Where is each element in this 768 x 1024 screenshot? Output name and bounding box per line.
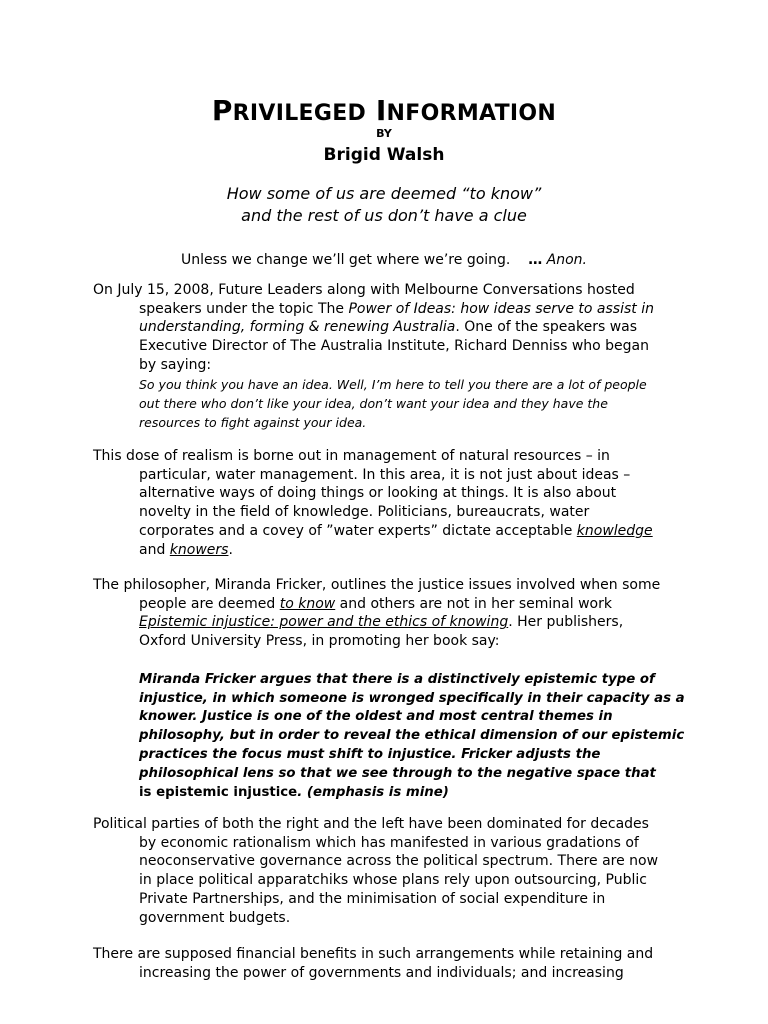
para2-line: [93, 541, 703, 560]
para1-line: by saying:: [139, 356, 212, 373]
epigraph-text: Unless we change we’ll get where we’re going.: [181, 252, 511, 268]
subtitle-line-1: How some of us are deemed “to know”: [226, 184, 542, 203]
para1-line: [93, 300, 703, 319]
speaker-quote-line: resources to fight against your idea.: [139, 414, 367, 430]
para1-italic: understanding, forming & renewing Australia: [139, 319, 456, 336]
paragraph-2: [93, 447, 703, 559]
para1-line: [93, 318, 703, 337]
publisher-quote-line: Miranda Fricker argues that there is a distinctively epistemic type of: [139, 671, 655, 687]
para4-line: by economic rationalism which has manifested in various gradations of: [139, 834, 639, 851]
para1-italic: Power of Ideas: how ideas serve to assist in: [348, 300, 654, 317]
speaker-quote-line: out there who don’t like your idea, don’t want your idea and they have the: [139, 395, 608, 411]
para3-text: . Her publishers,: [508, 614, 624, 631]
title-rest-2: NFORMATION: [386, 101, 557, 126]
para3-line: The philosopher, Miranda Fricker, outlines the justice issues involved when some: [93, 577, 661, 593]
epigraph-ellipsis: …: [528, 252, 543, 268]
para2-line: alternative ways of doing things or looking at things. It is also about: [139, 485, 617, 502]
book-title: Epistemic injustice: power and the ethics of knowing: [139, 614, 509, 631]
para1-line: Executive Director of The Australia Institute, Richard Denniss who began: [139, 338, 650, 355]
para3-text: and others are not in her seminal work: [335, 595, 612, 612]
para5-line: increasing the power of governments and individuals; and increasing: [139, 964, 624, 981]
subtitle-line-2: and the rest of us don’t have a clue: [241, 206, 527, 225]
title-initial-1: P: [211, 94, 233, 127]
para2-line: [93, 522, 703, 541]
emphasis-note: . (emphasis is mine): [297, 784, 449, 800]
para2-text: corporates and a covey of ”water experts” dictate acceptable: [139, 522, 577, 539]
paragraph-1: [93, 281, 703, 432]
para4-line: Political parties of both the right and the left have been dominated for decades: [93, 816, 649, 832]
para4-line: government budgets.: [139, 909, 291, 926]
para2-line: particular, water management. In this area, it is not just about ideas –: [139, 466, 631, 483]
para2-line: This dose of realism is borne out in management of natural resources – in: [93, 448, 610, 464]
title-rest-1: RIVILEGED: [232, 101, 367, 126]
para3-underlined: to know: [279, 595, 336, 612]
para4-line: neoconservative governance across the political spectrum. There are now: [139, 853, 659, 870]
para3-line: [93, 595, 703, 614]
emphasis-term: is epistemic injustice: [139, 784, 298, 800]
title-initial-2: I: [375, 94, 387, 127]
document-title: [0, 94, 768, 131]
para3-line: Oxford University Press, in promoting her book say:: [139, 633, 500, 650]
publisher-quote-line: philosophical lens so that we see through to the negative space that: [139, 765, 656, 781]
publisher-quote-line: practices the focus must shift to injustice. Fricker adjusts the: [139, 747, 601, 762]
para2-text: .: [228, 541, 233, 558]
para1-line: On July 15, 2008, Future Leaders along with Melbourne Conversations hosted: [93, 282, 635, 298]
para3-text: people are deemed: [139, 595, 280, 612]
byline-by: BY: [376, 127, 392, 140]
paragraph-3: [93, 576, 703, 802]
paragraph-4: [93, 815, 703, 927]
para1-text: speakers under the topic The: [139, 300, 349, 317]
para4-line: Private Partnerships, and the minimisation of social expenditure in: [139, 890, 606, 907]
para2-text: and: [139, 541, 170, 558]
publisher-quote-line: philosophy, but in order to reveal the ethical dimension of our epistemic: [139, 728, 685, 744]
publisher-quote-line: [93, 784, 703, 803]
author-name: Brigid Walsh: [323, 145, 445, 165]
para1-text: . One of the speakers was: [455, 319, 638, 336]
publisher-quote-line: injustice, in which someone is wronged specifically in their capacity as a: [139, 690, 685, 706]
para2-underlined: knowledge: [576, 522, 653, 539]
para3-line: [93, 613, 703, 632]
epigraph: [0, 250, 768, 270]
para5-line: There are supposed financial benefits in such arrangements while retaining and: [93, 946, 654, 962]
epigraph-attribution: Anon.: [546, 252, 587, 268]
subtitle: [0, 183, 768, 227]
speaker-quote-line: So you think you have an idea. Well, I’m here to tell you there are a lot of people: [139, 376, 647, 392]
paragraph-5: [93, 945, 703, 982]
para4-line: in place political apparatchiks whose plans rely upon outsourcing, Public: [139, 872, 647, 889]
para2-line: novelty in the field of knowledge. Politicians, bureaucrats, water: [139, 504, 590, 521]
para2-underlined: knowers: [169, 541, 229, 558]
publisher-quote-line: knower. Justice is one of the oldest and most central themes in: [139, 709, 613, 725]
